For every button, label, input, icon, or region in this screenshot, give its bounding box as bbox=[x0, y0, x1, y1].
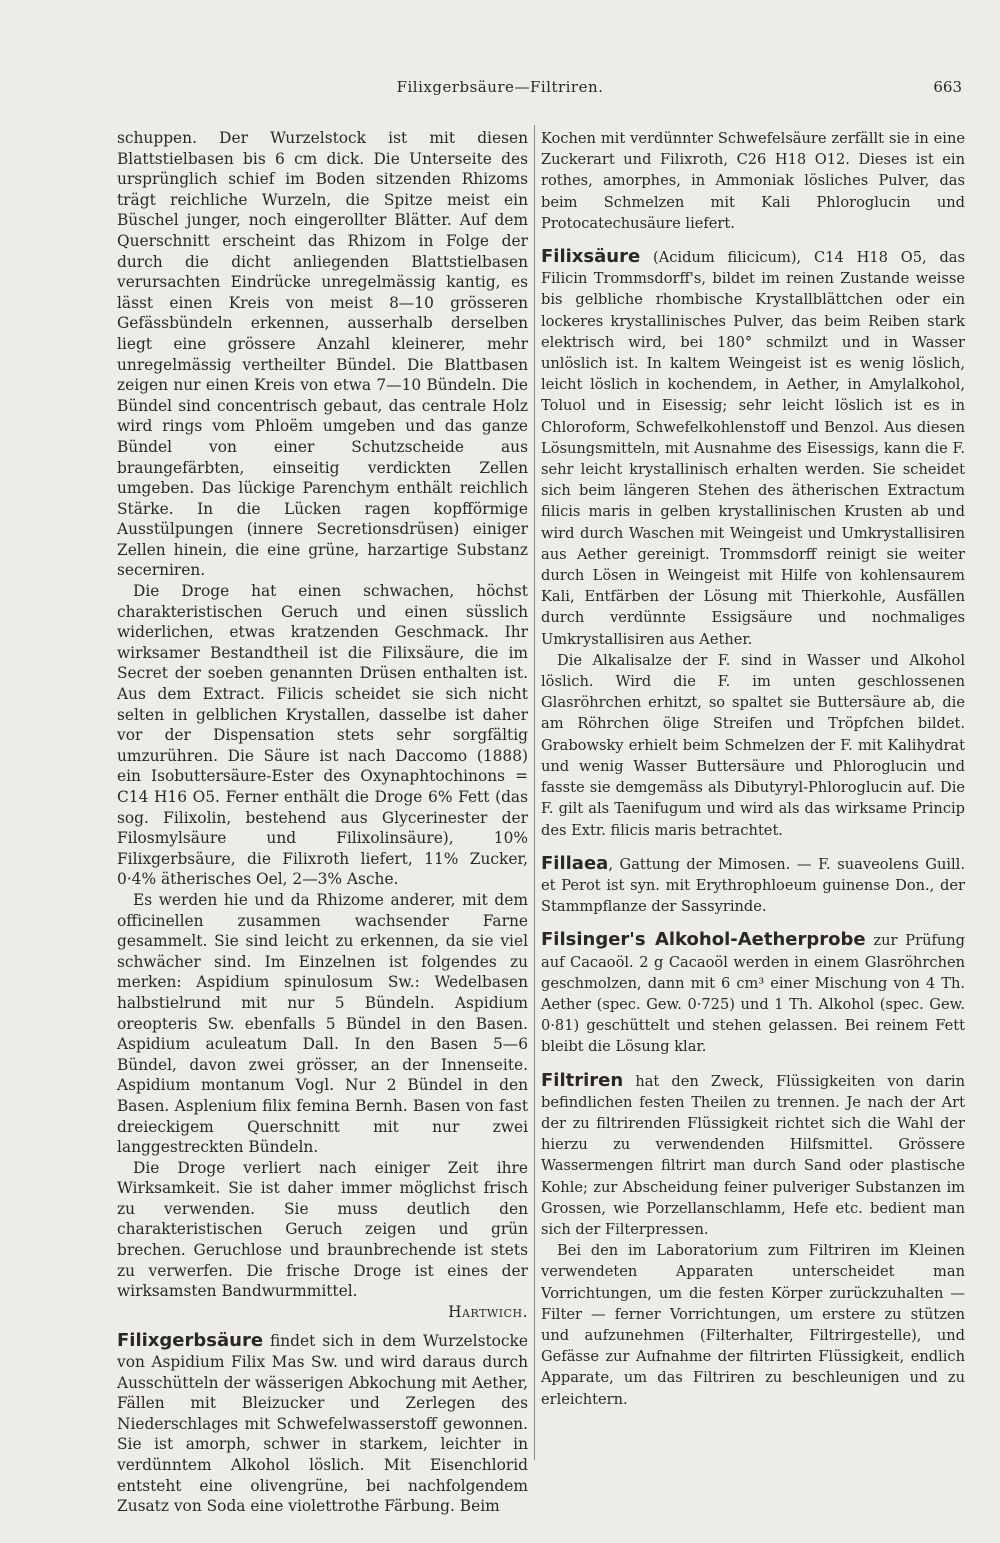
paragraph-rhizome-anatomy: schuppen. Der Wurzelstock ist mit diesen Blattstielbasen bis 6 cm dick. Die Unterseite des ursprünglich schief im Boden sitzenden Rhizoms trägt reichliche Wurzeln, die Spitze meist ein Büschel junger, noch eingerollter Blätter. Auf dem Querschnitt erscheint das Rhizom in Folge der durch die dicht anliegenden Blattstielbasen verursachten Eindrücke unregelmässig kantig, es lässt einen Kreis von meist 8—10 grösseren Gefässbündeln erkennen, ausserhalb derselben liegt eine grössere Anzahl kleinerer, mehr unregelmässig vertheilter Bündel. Die Blattbasen zeigen nur einen Kreis von etwa 7—10 Bündeln. Die Bündel sind concentrisch gebaut, das centrale Holz wird rings vom Phloëm umgeben und das ganze Bündel von einer Schutzscheide aus braungefärbten, einseitig verdickten Zellen umgeben. Das lückige Parenchym enthält reichlich Stärke. In die Lücken ragen kopfförmige Ausstülpungen (innere Secretionsdrüsen) einiger Zellen hinein, die eine grüne, harzartige Substanz secerniren. bbox=[117, 129, 528, 580]
left-column bbox=[117, 128, 528, 1517]
author-byline: Hartwich. bbox=[448, 1302, 528, 1321]
entry-filixsaeure bbox=[541, 246, 965, 650]
paragraph-drug-constituents: Die Droge hat einen schwachen, höchst charakteristischen Geruch und einen süsslich widerlichen, etwas kratzenden Geschmack. Ihr wirksamer Bestandtheil ist die Filixsäure, die im Secret der soeben genannten Drüsen enthalten ist. Aus dem Extract. Filicis scheidet sie sich nicht selten in gelblichen Krystallen, dasselbe ist daher vor der Dispensation stets sehr sorgfältig umzurühren. Die Säure ist nach Daccomo (1888) ein Isobuttersäure-Ester des Oxynaphtochinons = C14 H16 O5. Ferner enthält die Droge 6% Fett (das sog. Filixolin, bestehend aus Glycerinester der Filosmylsäure und Filixolinsäure), 10% Filixgerbsäure, die Filixroth liefert, 11% Zucker, 0·4% ätherisches Oel, 2—3% Asche. bbox=[117, 582, 528, 889]
entry-filsinger bbox=[541, 929, 965, 1057]
entry-filtriren bbox=[541, 1070, 965, 1241]
right-column bbox=[541, 128, 965, 1410]
entry-fillaea bbox=[541, 853, 965, 918]
entry-lemma: Filixgerbsäure bbox=[117, 1330, 264, 1352]
paragraph-alkalisalze: Die Alkalisalze der F. sind in Wasser und Alkohol löslich. Wird die F. im unten geschlossenen Glasröhrchen erhitzt, so spaltet sie Buttersäure ab, die am Röhrchen ölige Streifen und Tröpfchen bildet. Grabowsky erhielt beim Schmelzen der F. mit Kalihydrat und wenig Wasser Buttersäure und Phloroglucin und fasste sie demgemäss als Dibutyryl-Phloroglucin auf. Die F. gilt als Taenifugum und wird als das wirksame Princip des Extr. filicis maris betrachtet. bbox=[541, 651, 965, 839]
entry-lemma: Filsinger's Alkohol-Aetherprobe bbox=[541, 929, 866, 951]
paragraph-filixroth: Kochen mit verdünnter Schwefelsäure zerfällt sie in eine Zuckerart und Filixroth, C26 H18 O12. Dieses ist ein rothes, amorphes, in Ammoniak lösliches Pulver, das beim Schmelzen mit Kali Phloroglucin und Protocatechusäure liefert. bbox=[541, 130, 965, 232]
paragraph-adulterants: Es werden hie und da Rhizome anderer, mit dem officinellen zusammen wachsender Farne gesammelt. Sie sind leicht zu erkennen, da sie viel schwächer sind. Im Einzelnen ist folgendes zu merken: Aspidium spinulosum Sw.: Wedelbasen halbstielrund mit nur 5 Bündeln. Aspidium oreopteris Sw. ebenfalls 5 Bündel in den Basen. Aspidium aculeatum Dall. In den Basen 5—6 Bündel, davon zwei grösser, an der Innenseite. Aspidium montanum Vogl. Nur 2 Bündel in den Basen. Asplenium filix femina Bernh. Basen von fast dreieckigem Querschnitt mit nur zwei langgestreckten Bündeln. bbox=[117, 890, 528, 1157]
entry-lemma: Fillaea bbox=[541, 852, 609, 874]
entry-text: hat den Zweck, Flüssigkeiten von darin befindlichen festen Theilen zu trennen. Je nach der Art der zu filtrirenden Flüssigkeit richtet sich die Wahl der hierzu zu verwendenden Hilfsmittel. Grössere Wassermengen filtrirt man durch Sand oder plastische Kohle; zur Abscheidung feiner pulveriger Substanzen im Grossen, wie Porzellanschlamm, Hefe etc. bedient man sich der Filterpressen. bbox=[541, 1072, 965, 1238]
entry-text: , Gattung der Mimosen. — F. suaveolens Guill. et Perot ist syn. mit Erythrophloeum guinense Don., der Stammpflanze der Sassyrinde. bbox=[541, 855, 965, 916]
entry-text: zur Prüfung auf Cacaoöl. 2 g Cacaoöl werden in einem Glasröhrchen geschmolzen, dann mit 6 cm³ einer Mischung von 4 Th. Aether (spec. Gew. 0·725) und 1 Th. Alkohol (spec. Gew. 0·81) geschüttelt und stehen gelassen. Bei reinem Fett bleibt die Lösung klar. bbox=[541, 932, 966, 1056]
entry-text: (Acidum filicicum), C14 H18 O5, das Filicin Trommsdorff's, bildet im reinen Zustande weisse bis gelbliche rhombische Krystallblättchen oder ein lockeres krystallinisches Pulver, das beim Reiben stark elektrisch wird, bei 180° schmilzt und in Wasser unlöslich ist. In kaltem Weingeist ist es wenig löslich, leicht löslich in kochendem, in Aether, in Amylalkohol, Toluol und in Eisessig; sehr leicht löslich ist es in Chloroform, Schwefelkohlenstoff und Benzol. Aus diesen Lösungsmitteln, mit Ausnahme des Eisessigs, kann die F. sehr leicht krystallinisch erhalten werden. Sie scheidet sich beim längeren Stehen des ätherischen Extractum filicis maris in gelben krystallinischen Krusten ab und wird durch Waschen mit Weingeist und Umkrystallisiren aus Aether gereinigt. Trommsdorff reinigt sie weiter durch Lösen in Weingeist mit Hilfe von kohlensaurem Kali, Entfärben der Lösung mit Thierkohle, Ausfällen durch verdünnte Essigsäure und nochmaliges Umkrystallisiren aus Aether. bbox=[541, 249, 965, 648]
running-title: Filixgerbsäure—Filtriren. bbox=[396, 78, 604, 96]
entry-lemma: Filixsäure bbox=[541, 246, 641, 268]
paragraph-laboratory-filtering: Bei den im Laboratorium zum Filtriren im Kleinen verwendeten Apparaten unterscheidet man Vorrichtungen, um die festen Körper zurückzuhalten — Filter — ferner Vorrichtungen, um erstere zu stützen und aufzunehmen (Filterhalter, Filtrirgestelle), und Gefässe zur Aufnahme der filtrirten Flüssigkeit, endlich Apparate, um das Filtriren zu beschleunigen und zu erleichtern. bbox=[541, 1242, 965, 1408]
page-number: 663 bbox=[933, 78, 962, 96]
column-divider bbox=[534, 125, 535, 1460]
paragraph-drug-storage: Die Droge verliert nach einiger Zeit ihre Wirksamkeit. Sie ist daher immer möglichst frisch zu verwenden. Sie muss deutlich den charakteristischen Geruch zeigen und grün brechen. Geruchlose und braunbrechende ist stets zu verwerfen. Die frische Droge ist eines der wirksamsten Bandwurmmittel. bbox=[117, 1158, 528, 1301]
running-head bbox=[0, 78, 1000, 102]
entry-filixgerbsaeure bbox=[117, 1331, 528, 1516]
entry-text: findet sich in dem Wurzelstocke von Aspidium Filix Mas Sw. und wird daraus durch Ausschütteln der wässerigen Abkochung mit Aether, Fällen mit Bleizucker und Zerlegen des Niederschlages mit Schwefelwasserstoff gewonnen. Sie ist amorph, schwer in starkem, leichter in verdünntem Alkohol löslich. Mit Eisenchlorid entsteht eine olivengrüne, bei nachfolgendem Zusatz von Soda eine violettrothe Färbung. Beim bbox=[117, 1332, 528, 1516]
entry-lemma: Filtriren bbox=[541, 1069, 624, 1091]
